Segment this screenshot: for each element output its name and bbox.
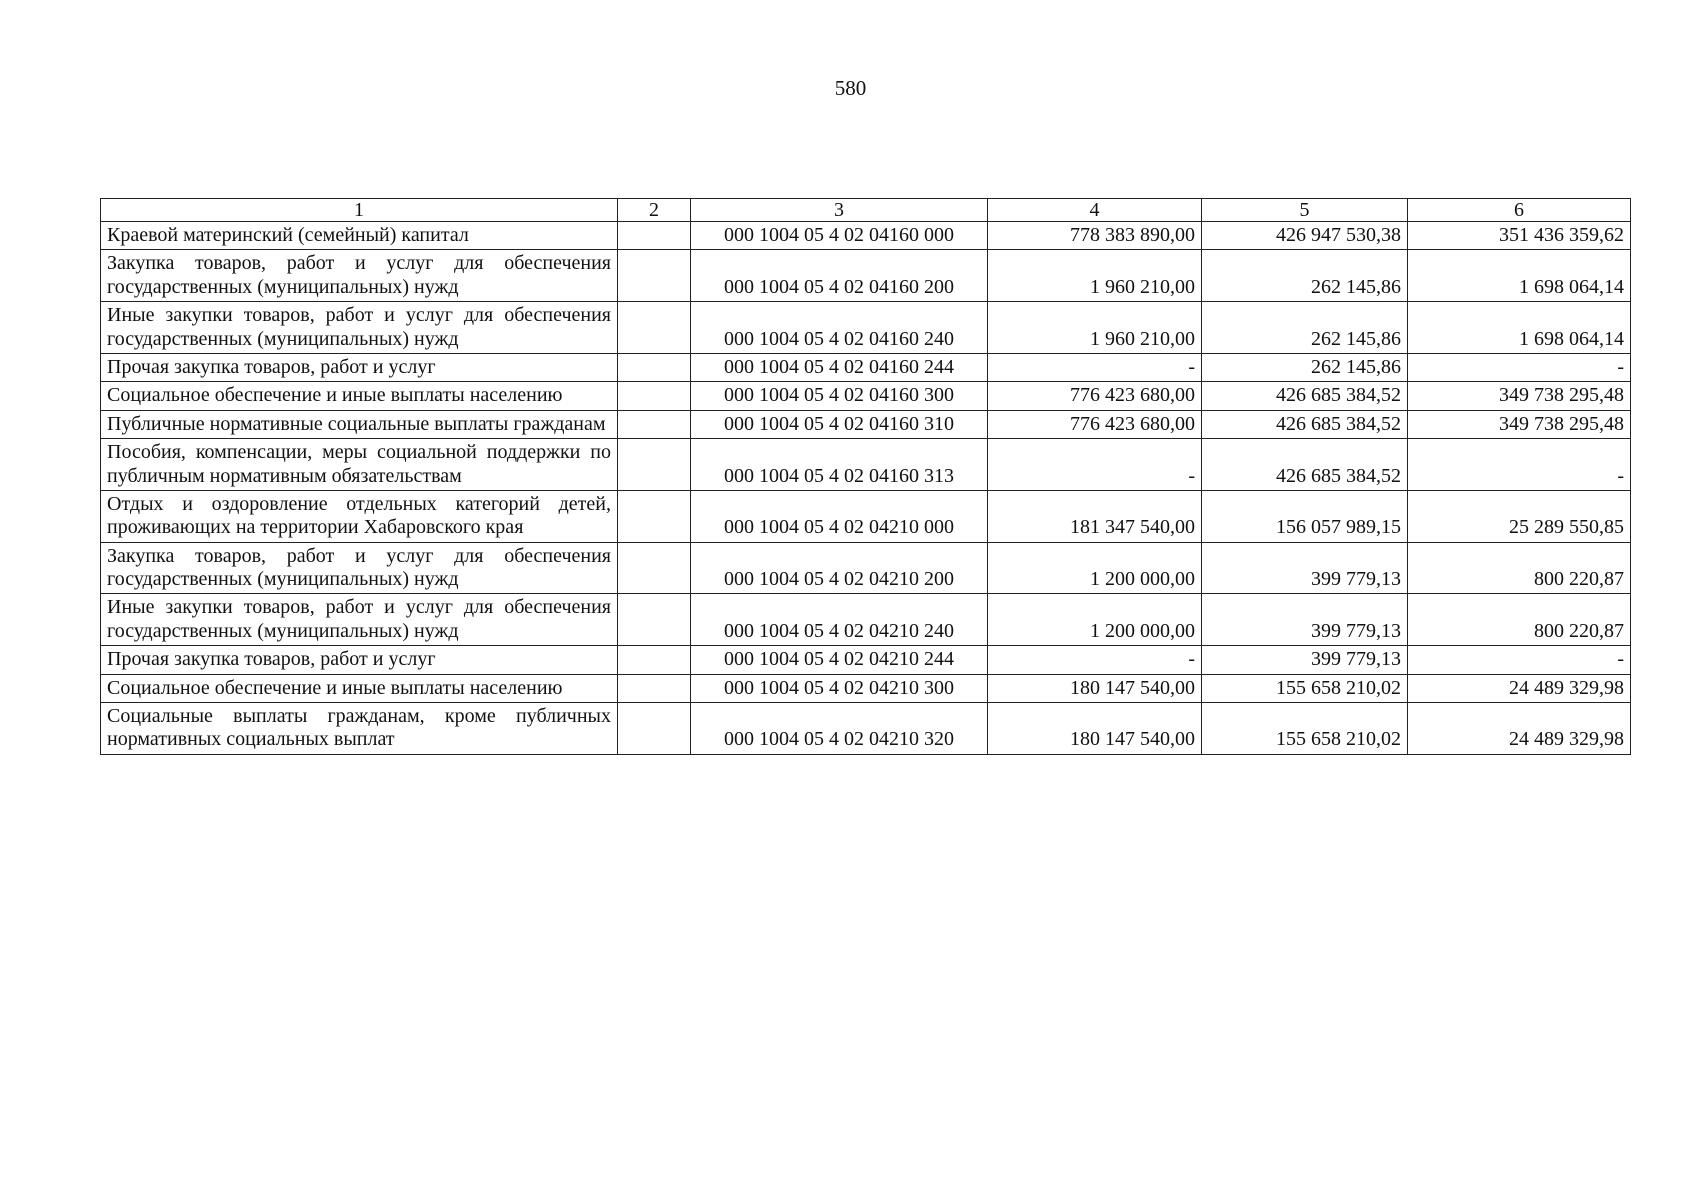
row-code: 000 1004 05 4 02 04160 300	[691, 382, 988, 410]
row-approved-amount: -	[988, 353, 1202, 381]
row-approved-amount: 1 200 000,00	[988, 594, 1202, 646]
row-unexecuted-amount: -	[1408, 353, 1631, 381]
row-name: Социальное обеспечение и иные выплаты населению	[101, 382, 618, 410]
row-code: 000 1004 05 4 02 04160 240	[691, 302, 988, 354]
row-executed-amount: 156 057 989,15	[1202, 490, 1408, 542]
row-unexecuted-amount: 349 738 295,48	[1408, 410, 1631, 438]
row-name: Прочая закупка товаров, работ и услуг	[101, 646, 618, 674]
column-header-4: 4	[988, 199, 1202, 222]
table-row	[101, 353, 1631, 381]
row-col2	[618, 703, 691, 755]
row-unexecuted-amount: 24 489 329,98	[1408, 674, 1631, 702]
row-name: Прочая закупка товаров, работ и услуг	[101, 353, 618, 381]
row-name: Иные закупки товаров, работ и услуг для обеспечения государственных (муниципальных) нужд	[101, 594, 618, 646]
row-approved-amount: -	[988, 646, 1202, 674]
row-name: Социальные выплаты гражданам, кроме публичных нормативных социальных выплат	[101, 703, 618, 755]
row-col2	[618, 439, 691, 491]
row-col2	[618, 302, 691, 354]
row-code: 000 1004 05 4 02 04210 320	[691, 703, 988, 755]
row-name: Иные закупки товаров, работ и услуг для обеспечения государственных (муниципальных) нужд	[101, 302, 618, 354]
row-unexecuted-amount: 349 738 295,48	[1408, 382, 1631, 410]
column-header-1: 1	[101, 199, 618, 222]
row-name: Отдых и оздоровление отдельных категорий детей, проживающих на территории Хабаровского края	[101, 490, 618, 542]
table-row	[101, 382, 1631, 410]
header-row	[101, 199, 1631, 222]
row-col2	[618, 353, 691, 381]
column-header-2: 2	[618, 199, 691, 222]
row-code: 000 1004 05 4 02 04210 244	[691, 646, 988, 674]
row-name: Публичные нормативные социальные выплаты гражданам	[101, 410, 618, 438]
row-executed-amount: 426 947 530,38	[1202, 222, 1408, 250]
row-approved-amount: 1 200 000,00	[988, 542, 1202, 594]
row-approved-amount: 180 147 540,00	[988, 703, 1202, 755]
row-unexecuted-amount: -	[1408, 646, 1631, 674]
row-unexecuted-amount: 800 220,87	[1408, 542, 1631, 594]
row-code: 000 1004 05 4 02 04160 200	[691, 250, 988, 302]
row-col2	[618, 594, 691, 646]
row-col2	[618, 674, 691, 702]
row-unexecuted-amount: 351 436 359,62	[1408, 222, 1631, 250]
table-row	[101, 410, 1631, 438]
row-code: 000 1004 05 4 02 04210 200	[691, 542, 988, 594]
row-unexecuted-amount: 1 698 064,14	[1408, 250, 1631, 302]
table-row	[101, 646, 1631, 674]
row-col2	[618, 250, 691, 302]
row-approved-amount: 776 423 680,00	[988, 382, 1202, 410]
row-col2	[618, 542, 691, 594]
budget-table	[100, 198, 1631, 755]
row-approved-amount: 180 147 540,00	[988, 674, 1202, 702]
row-unexecuted-amount: 24 489 329,98	[1408, 703, 1631, 755]
row-executed-amount: 155 658 210,02	[1202, 703, 1408, 755]
row-executed-amount: 399 779,13	[1202, 594, 1408, 646]
row-executed-amount: 155 658 210,02	[1202, 674, 1408, 702]
row-executed-amount: 426 685 384,52	[1202, 439, 1408, 491]
row-col2	[618, 222, 691, 250]
row-executed-amount: 262 145,86	[1202, 302, 1408, 354]
row-name: Пособия, компенсации, меры социальной поддержки по публичным нормативным обязательствам	[101, 439, 618, 491]
table-row	[101, 542, 1631, 594]
table-row	[101, 439, 1631, 491]
row-executed-amount: 399 779,13	[1202, 646, 1408, 674]
row-code: 000 1004 05 4 02 04160 310	[691, 410, 988, 438]
row-approved-amount: 1 960 210,00	[988, 250, 1202, 302]
table-row	[101, 594, 1631, 646]
table-row	[101, 222, 1631, 250]
row-name: Социальное обеспечение и иные выплаты населению	[101, 674, 618, 702]
row-approved-amount: 1 960 210,00	[988, 302, 1202, 354]
row-executed-amount: 426 685 384,52	[1202, 382, 1408, 410]
row-unexecuted-amount: 800 220,87	[1408, 594, 1631, 646]
row-unexecuted-amount: -	[1408, 439, 1631, 491]
table-row	[101, 302, 1631, 354]
row-col2	[618, 646, 691, 674]
row-executed-amount: 399 779,13	[1202, 542, 1408, 594]
table-body	[101, 222, 1631, 755]
row-name: Закупка товаров, работ и услуг для обеспечения государственных (муниципальных) нужд	[101, 542, 618, 594]
row-name: Краевой материнский (семейный) капитал	[101, 222, 618, 250]
column-header-5: 5	[1202, 199, 1408, 222]
table-row	[101, 250, 1631, 302]
row-unexecuted-amount: 1 698 064,14	[1408, 302, 1631, 354]
row-code: 000 1004 05 4 02 04160 313	[691, 439, 988, 491]
page-number: 580	[834, 76, 867, 100]
row-executed-amount: 262 145,86	[1202, 250, 1408, 302]
row-executed-amount: 426 685 384,52	[1202, 410, 1408, 438]
row-code: 000 1004 05 4 02 04160 000	[691, 222, 988, 250]
row-approved-amount: 776 423 680,00	[988, 410, 1202, 438]
row-code: 000 1004 05 4 02 04210 300	[691, 674, 988, 702]
row-approved-amount: 778 383 890,00	[988, 222, 1202, 250]
row-col2	[618, 410, 691, 438]
table-row	[101, 490, 1631, 542]
row-executed-amount: 262 145,86	[1202, 353, 1408, 381]
row-code: 000 1004 05 4 02 04160 244	[691, 353, 988, 381]
column-header-3: 3	[691, 199, 988, 222]
row-col2	[618, 382, 691, 410]
row-code: 000 1004 05 4 02 04210 240	[691, 594, 988, 646]
row-name: Закупка товаров, работ и услуг для обеспечения государственных (муниципальных) нужд	[101, 250, 618, 302]
row-code: 000 1004 05 4 02 04210 000	[691, 490, 988, 542]
row-approved-amount: 181 347 540,00	[988, 490, 1202, 542]
table-row	[101, 674, 1631, 702]
column-header-6: 6	[1408, 199, 1631, 222]
row-approved-amount: -	[988, 439, 1202, 491]
row-unexecuted-amount: 25 289 550,85	[1408, 490, 1631, 542]
row-col2	[618, 490, 691, 542]
table-row	[101, 703, 1631, 755]
